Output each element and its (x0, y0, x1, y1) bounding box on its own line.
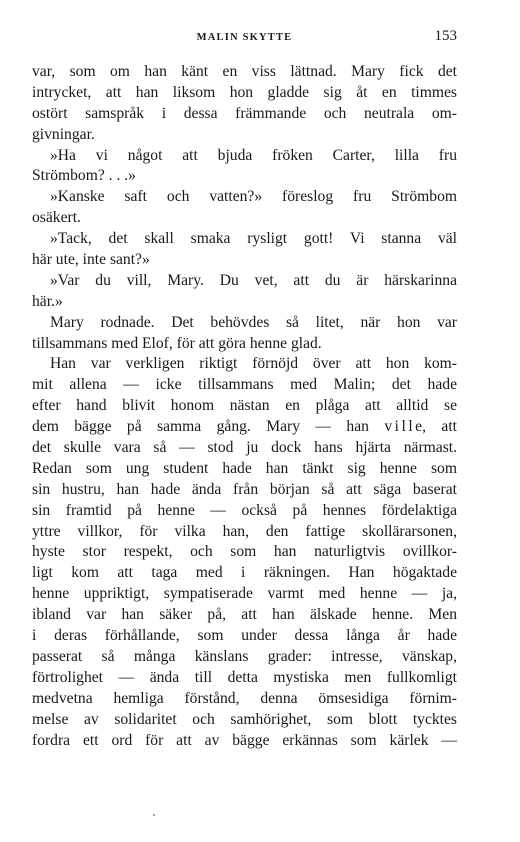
text-line: förtrolighet — ända till detta mystiska men fullkomligt (32, 668, 457, 686)
running-head: MALIN SKYTTE (196, 32, 293, 43)
text-line: »Kanske saft och vatten?» föreslog fru Strömbom (50, 188, 457, 206)
text-line: »Tack, det skall smaka rysligt gott! Vi stanna väl (50, 230, 457, 248)
text-line: det skulle vara så — stod ju dock hans hjärta närmast. (32, 439, 457, 457)
text-line: sin hustru, han hade ända från början så att säga baserat (32, 480, 457, 498)
page-header (32, 28, 457, 48)
text-line: Mary rodnade. Det behövdes så litet, när hon var (50, 313, 457, 331)
text-line: här ute, inte sant?» (32, 251, 150, 269)
text-line: här.» (32, 292, 63, 310)
body-text (32, 62, 457, 751)
text-line (32, 417, 457, 438)
text-line: intrycket, att han liksom hon gladde sig åt en timmes (32, 83, 457, 101)
text-line: »Ha vi något att bjuda fröken Carter, lilla fru (50, 146, 457, 164)
text-line: »Var du vill, Mary. Du vet, att du är härskarinna (50, 271, 457, 289)
page-number: 153 (434, 28, 457, 44)
text-line: Redan som ung student hade han tänkt sig henne som (32, 459, 457, 477)
text-line: i deras förhållande, som under dessa långa år hade (32, 627, 457, 645)
text-line: Strömbom? . . .» (32, 167, 136, 185)
text-line: ibland var han säker på, att han älskade henne. Men (32, 606, 457, 624)
text-line: ligt kom att taga med i räkningen. Han högaktade (32, 564, 457, 582)
text-line: osäkert. (32, 209, 81, 227)
emphasized-word: vill (384, 418, 416, 436)
text-line: tillsammans med Elof, för att göra henne glad. (32, 334, 322, 352)
text-line: medvetna hemliga förstånd, denna ömsesidiga förnim- (32, 689, 457, 707)
text-line: mit allena — icke tillsammans med Malin; det hade (32, 376, 457, 394)
text-line: henne uppriktigt, sympatiserade varmt med henne — ja, (32, 585, 457, 603)
text-fragment: e, att (415, 418, 457, 436)
text-line: ostört samspråk i dessa främmande och neutrala om- (32, 104, 457, 122)
text-line: sin framtid på henne — också på hennes fördelaktiga (32, 501, 457, 519)
text-line: fordra ett ord för att av bägge erkännas som kärlek — (32, 731, 457, 749)
text-line: melse av solidaritet och samhörighet, som blott tycktes (32, 710, 457, 728)
text-line: Han var verkligen riktigt förnöjd över att hon kom- (50, 355, 457, 373)
print-speck (153, 814, 155, 816)
text-line: var, som om han känt en viss lättnad. Mary fick det (32, 63, 457, 80)
text-line: hyste stor respekt, och som han naturligtvis ovillkor- (32, 543, 457, 561)
text-line: givningar. (32, 125, 95, 143)
text-line: efter hand blivit honom nästan en plåga att alltid se (32, 397, 457, 415)
text-line: yttre villkor, för vilka han, den fattige skollärarsonen, (32, 522, 457, 540)
text-fragment: dem bägge på samma gång. Mary — han (32, 418, 385, 436)
text-line: passerat så många känslans grader: intresse, vänskap, (32, 647, 457, 665)
